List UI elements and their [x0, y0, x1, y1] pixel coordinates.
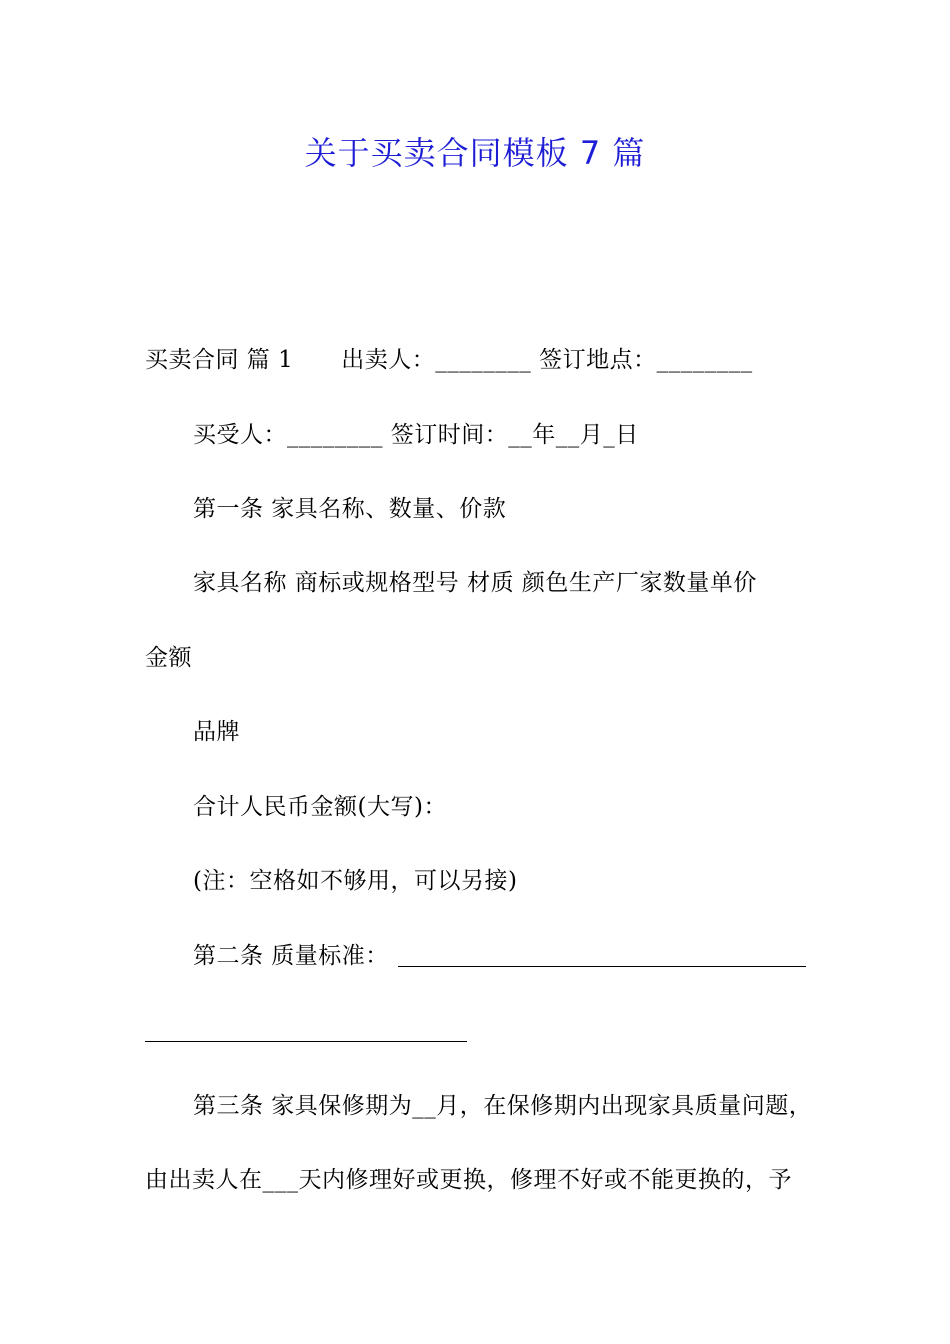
- note-line: (注：空格如不够用，可以另接): [193, 868, 518, 894]
- table-header-line: 家具名称 商标或规格型号 材质 颜色生产厂家数量单价: [193, 570, 757, 596]
- article-1-heading: 第一条 家具名称、数量、价款: [193, 496, 507, 522]
- buyer-line: 买受人：________ 签订时间：__年__月_日: [193, 422, 639, 448]
- contract-header-line: [145, 345, 753, 375]
- seller-field: 出卖人：________ 签订地点：________: [341, 347, 753, 373]
- article-3-continuation: 由出卖人在___天内修理好或更换，修理不好或不能更换的，予: [145, 1167, 792, 1193]
- quality-standard-blank: [398, 966, 806, 967]
- quality-standard-blank-continued: [145, 1041, 467, 1042]
- article-2-heading: 第二条 质量标准：: [193, 943, 389, 969]
- document-title: 关于买卖合同模板 7 篇: [304, 134, 646, 172]
- contract-heading: 买卖合同 篇 1: [145, 347, 294, 373]
- article-3-line: 第三条 家具保修期为__月，在保修期内出现家具质量问题，: [193, 1093, 813, 1119]
- brand-label: 品牌: [193, 719, 240, 745]
- total-amount-label: 合计人民币金额(大写)：: [193, 794, 447, 820]
- table-header-continuation: 金额: [145, 645, 192, 671]
